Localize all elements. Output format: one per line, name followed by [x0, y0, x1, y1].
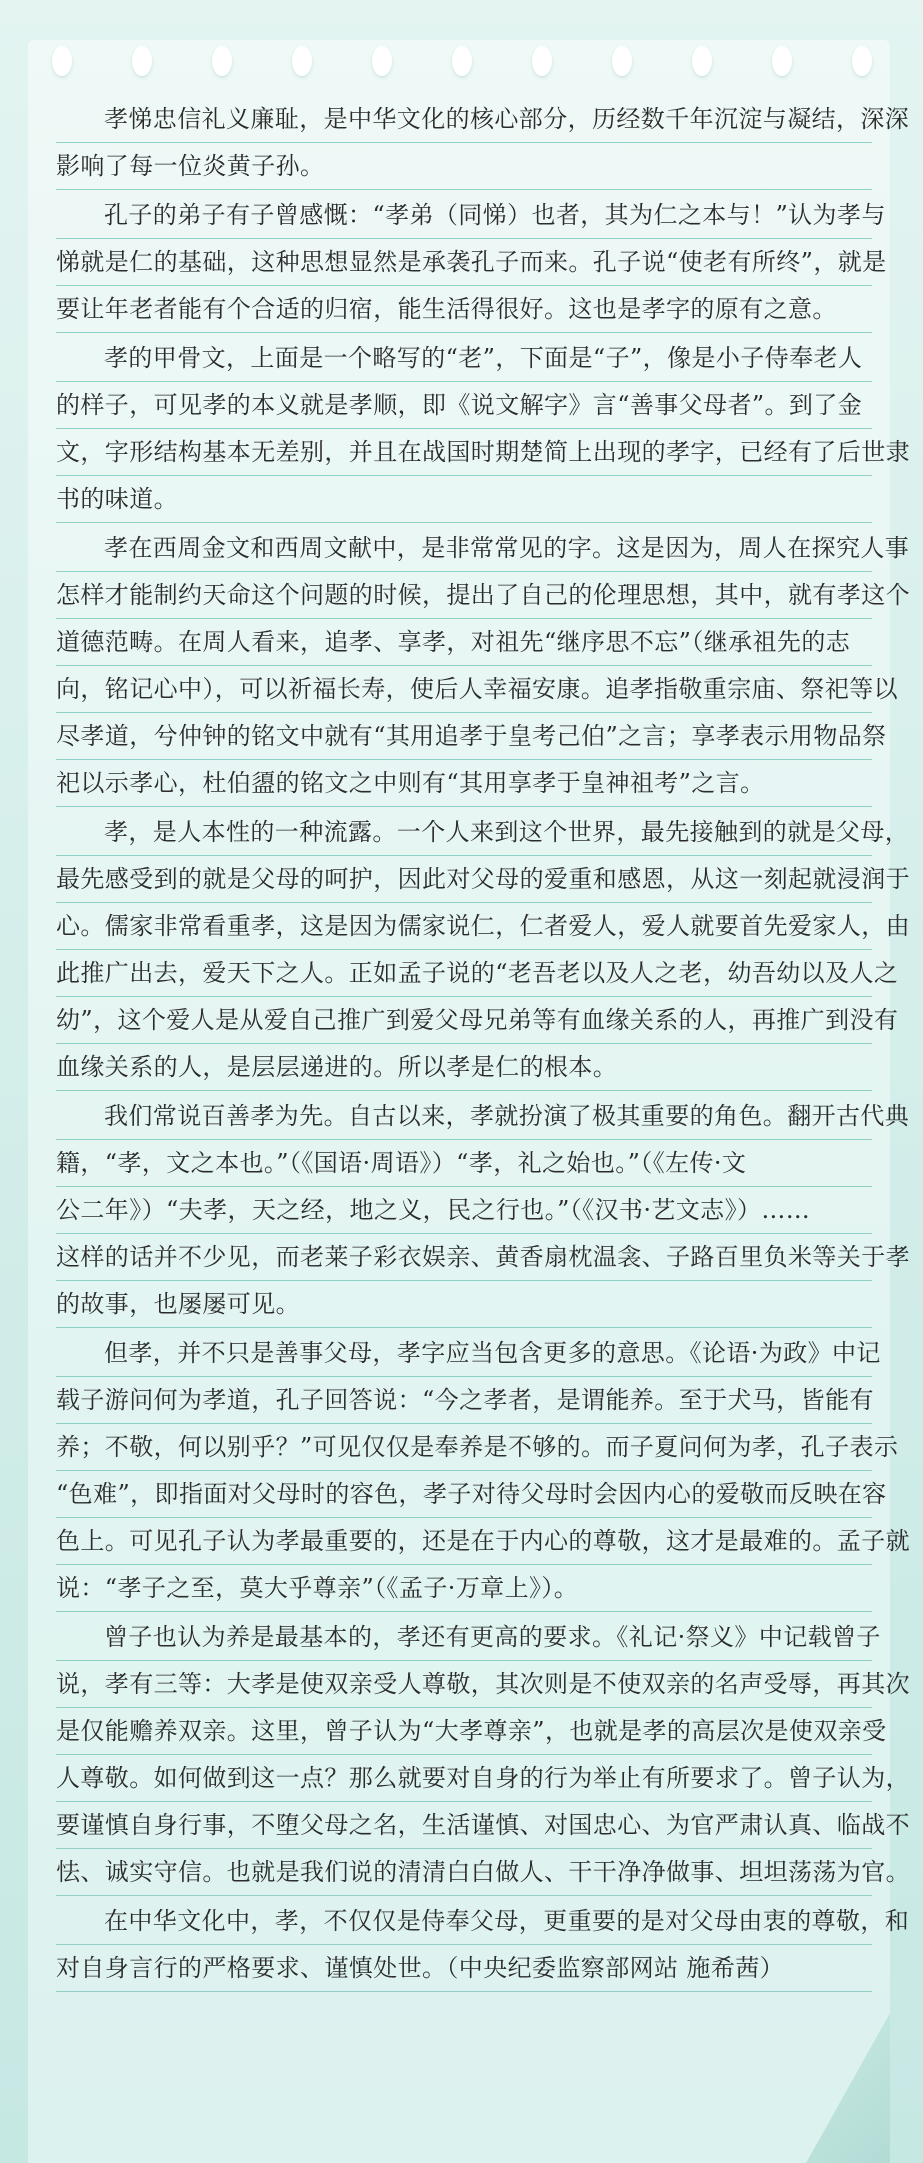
paragraph [56, 1093, 910, 1328]
binding-hole [612, 46, 632, 76]
text-line: 悌就是仁的基础，这种思想显然是承袭孔子而来。孔子说“使老有所终”，就是 [56, 239, 872, 286]
page-curl-shadow [770, 2013, 890, 2163]
binding-hole [372, 46, 392, 76]
text-line: 要让年老者能有个合适的归宿，能生活得很好。这也是孝字的原有之意。 [56, 286, 872, 333]
text-line: 文，字形结构基本无差别，并且在战国时期楚简上出现的孝字，已经有了后世隶 [56, 429, 872, 476]
text-line: 孝在西周金文和西周文献中，是非常常见的字。这是因为，周人在探究人事 [56, 525, 872, 572]
text-line: 但孝，并不只是善事父母，孝字应当包含更多的意思。《论语·为政》中记 [56, 1330, 872, 1377]
binding-hole [132, 46, 152, 76]
text-line: 孝悌忠信礼义廉耻，是中华文化的核心部分，历经数千年沉淀与凝结，深深 [56, 96, 872, 143]
text-line: 幼”，这个爱人是从爱自己推广到爱父母兄弟等有血缘关系的人，再推广到没有 [56, 997, 872, 1044]
article-body [56, 96, 910, 1994]
text-line: 道德范畴。在周人看来，追孝、享孝，对祖先“继序思不忘”（继承祖先的志 [56, 619, 872, 666]
paragraph [56, 1614, 910, 1896]
paragraph [56, 96, 910, 190]
text-line: 曾子也认为养是最基本的，孝还有更高的要求。《礼记·祭义》中记载曾子 [56, 1614, 872, 1661]
paragraph [56, 1330, 910, 1612]
text-line: 影响了每一位炎黄子孙。 [56, 143, 872, 190]
paragraph [56, 335, 910, 523]
text-line: 公二年》）“夫孝，天之经，地之义，民之行也。”（《汉书·艺文志》）…… [56, 1187, 872, 1234]
binding-hole [292, 46, 312, 76]
text-line: 要谨慎自身行事，不堕父母之名，生活谨慎、对国忠心、为官严肃认真、临战不 [56, 1802, 872, 1849]
text-line: 祀以示孝心，杜伯盨的铭文之中则有“其用享孝于皇神祖考”之言。 [56, 760, 872, 807]
text-line: 血缘关系的人，是层层递进的。所以孝是仁的根本。 [56, 1044, 872, 1091]
text-line: 的故事，也屡屡可见。 [56, 1281, 872, 1328]
text-line: 说：“孝子之至，莫大乎尊亲”（《孟子·万章上》）。 [56, 1565, 872, 1612]
text-line: 尽孝道，兮仲钟的铭文中就有“其用追孝于皇考己伯”之言；享孝表示用物品祭 [56, 713, 872, 760]
text-line: 怎样才能制约天命这个问题的时候，提出了自己的伦理思想，其中，就有孝这个 [56, 572, 872, 619]
text-line: 书的味道。 [56, 476, 872, 523]
text-line: 的样子，可见孝的本义就是孝顺，即《说文解字》言“善事父母者”。到了金 [56, 382, 872, 429]
paragraph [56, 1898, 910, 1992]
text-line: 对自身言行的严格要求、谨慎处世。（中央纪委监察部网站 施希茜） [56, 1945, 872, 1992]
text-line: 孝的甲骨文，上面是一个略写的“老”，下面是“子”，像是小子侍奉老人 [56, 335, 872, 382]
binding-hole [772, 46, 792, 76]
text-line: 在中华文化中，孝，不仅仅是侍奉父母，更重要的是对父母由衷的尊敬，和 [56, 1898, 872, 1945]
paragraph [56, 809, 910, 1091]
text-line: 孝，是人本性的一种流露。一个人来到这个世界，最先接触到的就是父母， [56, 809, 872, 856]
text-line: 最先感受到的就是父母的呵护，因此对父母的爱重和感恩，从这一刻起就浸润于 [56, 856, 872, 903]
text-line: 我们常说百善孝为先。自古以来，孝就扮演了极其重要的角色。翻开古代典 [56, 1093, 872, 1140]
binding-hole [212, 46, 232, 76]
text-line: 是仅能赡养双亲。这里，曾子认为“大孝尊亲”，也就是孝的高层次是使双亲受 [56, 1708, 872, 1755]
text-line: 孔子的弟子有子曾感慨：“孝弟（同悌）也者，其为仁之本与！”认为孝与 [56, 192, 872, 239]
text-line: 养；不敬，何以别乎？”可见仅仅是奉养是不够的。而子夏问何为孝，孔子表示 [56, 1424, 872, 1471]
binding-hole [692, 46, 712, 76]
binding-hole [52, 46, 72, 76]
binding-holes [0, 46, 923, 80]
binding-hole [532, 46, 552, 76]
binding-hole [452, 46, 472, 76]
text-line: 此推广出去，爱天下之人。正如孟子说的“老吾老以及人之老，幼吾幼以及人之 [56, 950, 872, 997]
text-line: 向，铭记心中），可以祈福长寿，使后人幸福安康。追孝指敬重宗庙、祭祀等以 [56, 666, 872, 713]
text-line: 说，孝有三等：大孝是使双亲受人尊敬，其次则是不使双亲的名声受辱，再其次 [56, 1661, 872, 1708]
paragraph [56, 192, 887, 333]
text-line: 籍，“孝，文之本也。”（《国语·周语》）“孝，礼之始也。”（《左传·文 [56, 1140, 872, 1187]
text-line: 人尊敬。如何做到这一点？那么就要对自身的行为举止有所要求了。曾子认为， [56, 1755, 872, 1802]
text-line: 色上。可见孔子认为孝最重要的，还是在于内心的尊敬，这才是最难的。孟子就 [56, 1518, 872, 1565]
text-line: 这样的话并不少见，而老莱子彩衣娱亲、黄香扇枕温衾、子路百里负米等关于孝 [56, 1234, 872, 1281]
paragraph [56, 525, 910, 807]
text-line: 心。儒家非常看重孝，这是因为儒家说仁，仁者爱人，爱人就要首先爱家人，由 [56, 903, 872, 950]
binding-hole [852, 46, 872, 76]
text-line: 怯、诚实守信。也就是我们说的清清白白做人、干干净净做事、坦坦荡荡为官。 [56, 1849, 872, 1896]
text-line: “色难”，即指面对父母时的容色，孝子对待父母时会因内心的爱敬而反映在容 [56, 1471, 872, 1518]
text-line: 载子游问何为孝道，孔子回答说：“今之孝者，是谓能养。至于犬马，皆能有 [56, 1377, 872, 1424]
